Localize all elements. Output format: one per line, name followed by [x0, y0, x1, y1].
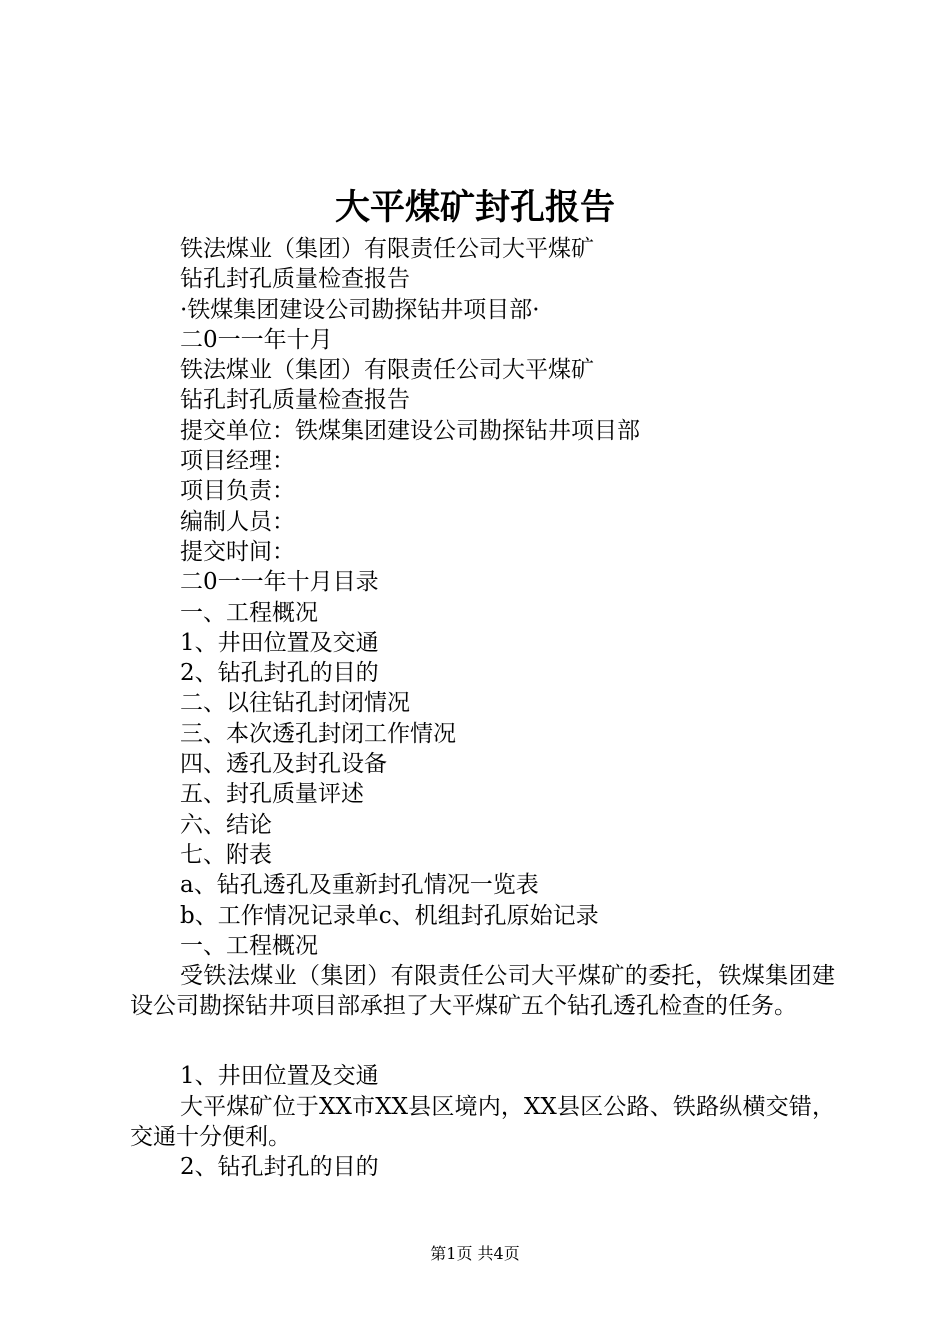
toc-item: 1、井田位置及交通 [180, 629, 379, 656]
text-line: 编制人员： [180, 508, 295, 535]
toc-item: 三、本次透孔封闭工作情况 [180, 720, 456, 747]
toc-item: 一、工程概况 [180, 599, 318, 626]
text-line: 提交时间： [180, 538, 295, 565]
toc-item: 四、透孔及封孔设备 [180, 751, 387, 778]
text-line: 钻孔封孔质量检查报告 [180, 266, 410, 293]
toc-item: a、钻孔透孔及重新封孔情况一览表 [180, 872, 539, 899]
text-line: 提交单位：铁煤集团建设公司勘探钻井项目部 [180, 417, 640, 444]
text-line: 铁法煤业（集团）有限责任公司大平煤矿 [180, 357, 594, 384]
text-line: 二0一一年十月目录 [180, 569, 379, 596]
text-line: ·铁煤集团建设公司勘探钻井项目部· [180, 296, 540, 323]
page-footer: 第1页 共4页 [430, 1244, 520, 1263]
toc-item: 2、钻孔封孔的目的 [180, 660, 379, 687]
toc-item: b、工作情况记录单c、机组封孔原始记录 [180, 902, 599, 929]
location-paragraph: 大平煤矿位于XX市XX县区境内，XX县区公路、铁路纵横交错，交通十分便利。 [130, 1094, 835, 1151]
document-lines [180, 234, 880, 961]
text-line: 铁法煤业（集团）有限责任公司大平煤矿 [180, 236, 594, 262]
section-heading: 一、工程概况 [180, 932, 318, 959]
toc-item: 二、以往钻孔封闭情况 [180, 690, 410, 717]
text-line: 项目负责： [180, 478, 295, 505]
text-line: 钻孔封孔质量检查报告 [180, 387, 410, 414]
section-heading-location: 1、井田位置及交通 [180, 1063, 379, 1089]
toc-item: 七、附表 [180, 841, 272, 868]
toc-item: 五、封孔质量评述 [180, 781, 364, 808]
toc-item: 六、结论 [180, 811, 272, 838]
overview-paragraph: 受铁法煤业（集团）有限责任公司大平煤矿的委托，铁煤集团建设公司勘探钻井项目部承担了大平煤矿五个钻孔透孔检查的任务。 [130, 963, 835, 1020]
section-heading-purpose: 2、钻孔封孔的目的 [180, 1154, 379, 1180]
document-title: 大平煤矿封孔报告 [334, 187, 615, 228]
text-line: 二0一一年十月 [180, 326, 333, 353]
text-line: 项目经理： [180, 448, 295, 475]
